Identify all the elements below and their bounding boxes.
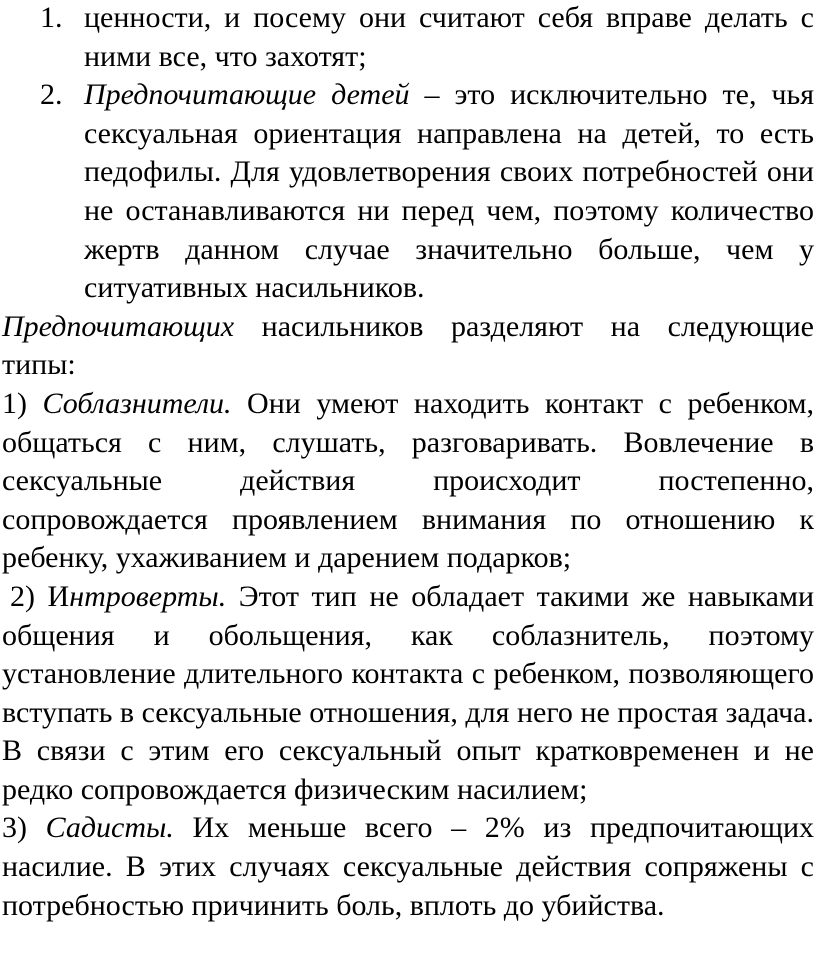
list-number: 1.: [40, 1, 63, 34]
type-number: 1): [2, 386, 43, 420]
intro-term: Предпочитающих: [2, 309, 235, 343]
type-term: нтроверты.: [69, 579, 227, 613]
type-paragraph-1: [0, 385, 816, 578]
list-item-text: – это исключительно те, чья сексуальная ориентация направлена на детей, то есть педофилы. Для удовлетворения своих потребностей они не останавливаются ни перед чем, поэтому количество жертв данном случае значительно больше, чем у ситуативных насильников.: [84, 78, 814, 305]
type-text: Они умеют находить контакт с ребенком, общаться с ним, слушать, разговаривать. Вовлечение в сексуальные действия происходит постепенно, сопровождается проявлением внимания по отношению к ребенку, ухаживанием и дарением подарков;: [2, 386, 814, 575]
list-item-2: [0, 76, 816, 308]
type-number: 2) И: [10, 579, 70, 613]
type-term: Соблазнители.: [42, 386, 232, 420]
list-item-1: [0, 0, 816, 76]
type-paragraph-3: [0, 809, 816, 925]
type-text: Их меньше всего – 2% из предпочитающих насилие. В этих случаях сексуальные действия сопряжены с потребностью причинить боль, вплоть до убийства.: [2, 811, 815, 922]
type-paragraph-2: [0, 578, 816, 810]
list-item-text: ценности, и посему они считают себя вправе делать с ними все, что захотят;: [84, 1, 814, 73]
type-number: 3): [2, 811, 46, 845]
types-intro-paragraph: [0, 308, 816, 385]
list-number: 2.: [40, 78, 63, 112]
list-item-term: Предпочитающие детей: [84, 78, 410, 112]
intro-text: насильников разделяют на следующие типы:: [2, 309, 814, 382]
type-term: Садисты.: [45, 811, 174, 845]
type-text: Этот тип не обладает такими же навыками общения и обольщения, как соблазнитель, поэтому установление длительного контакта с ребенком, позволяющего вступать в сексуальные отношения, для него не простая задача. В связи с этим его сексуальный опыт кратковременен и не редко сопровождается физическим насилием;: [2, 579, 814, 806]
